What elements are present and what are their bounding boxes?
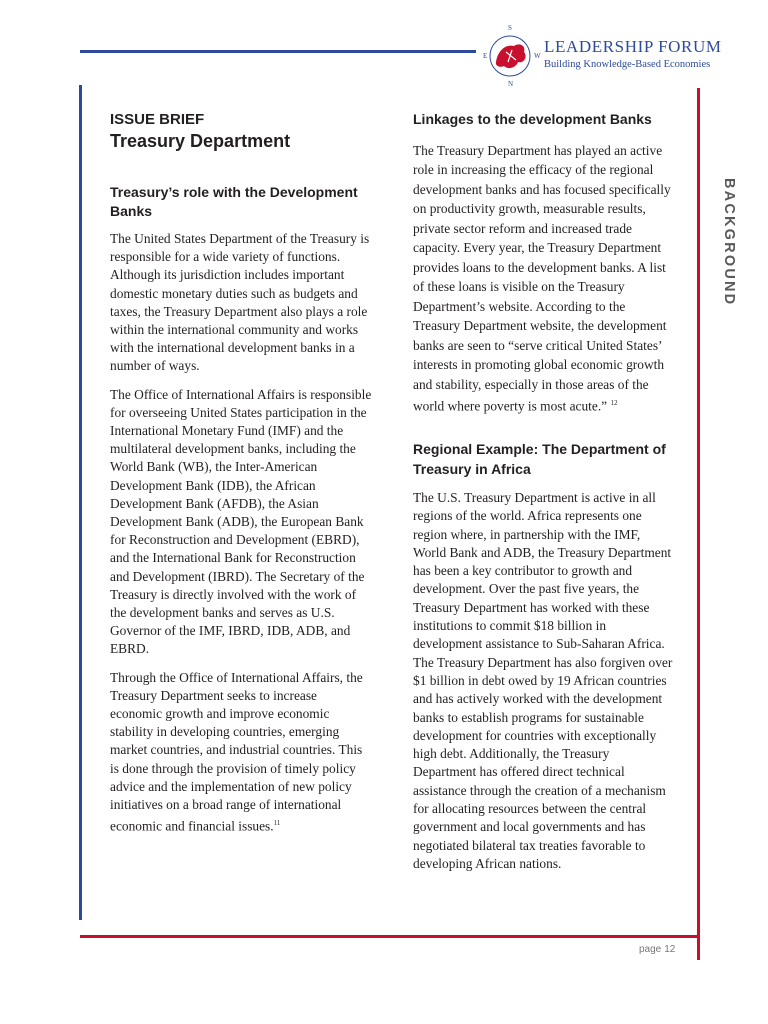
section-heading-treasury-role: Treasury’s role with the Development Banks [110,184,358,219]
compass-letter-w: W [534,52,541,60]
paragraph-treasury-functions: The United States Department of the Treasury is responsible for a wide variety of functions. Although its jurisdiction includes important domestic monetary duties such as budgets and taxes, the Treasury Department also plays a role within the international community and works with the international development banks in a number of ways. [110,231,370,374]
section-side-label: BACKGROUND [721,178,737,307]
paragraph-linkages [413,141,675,416]
paragraph-economic-growth-text: Through the Office of International Affairs, the Treasury Department seeks to increase economic growth and improve economic stability in developing countries, emerging market countries, and industrial countries. This is done through the provision of timely policy advice and the implementation of new policy initiatives on a broad range of international economic and financial issues. [110,669,363,834]
left-margin-rule [79,85,82,920]
section-heading-linkages: Linkages to the development Banks [413,111,652,127]
left-column [110,110,372,836]
compass-letter-e: E [483,52,488,60]
paragraph-linkages-text: The Treasury Department has played an active role in increasing the efficacy of the regional development banks and has focused specifically on productivity growth, measurable results, private sector reform and increased trade capacity. Every year, the Treasury Department provides loans to the development banks. A list of these loans is visible on the Treasury Department’s website. According to the Treasury Department website, the development banks are seen to “serve critical United States’ interests in promoting global economic growth and stability, especially in those areas of the world where poverty is most acute.” [413,142,671,414]
right-margin-rule [697,88,700,960]
footnote-ref-11: 11 [273,819,281,828]
paragraph-africa: The U.S. Treasury Department is active in all regions of the world. Africa represents one region where, in partnership with the IMF, World Bank and ADB, the Treasury Department has been a key contributor to growth and development. Over the past five years, the Treasury Department has worked with these institutions to commit $18 billion in development assistance to Sub-Saharan Africa. The Treasury Department has also forgiven over $1 billion in debt owed by 19 African countries and has actively worked with the development banks to establish programs for sustainable development for countries with exceptionally high debt. Additionally, the Treasury Department has offered direct technical assistance through the creation of a mechanism for allocating resources between the central government and local governments and has negotiated bilateral tax treaties favorable to developing African nations. [413,489,673,871]
page-number [639,944,675,955]
paragraph-office-international-affairs: The Office of International Affairs is responsible for overseeing United States participation in the International Monetary Fund (IMF) and the multilateral development banks, including the World Bank (WB), the Inter-American Development Bank (IDB), the African Development Bank (AFDB), the Asian Development Bank (ADB), the European Bank for Reconstruction and Development (EBRD), and the International Bank for Reconstruction and Development (IBRD). The Secretary of the Treasury is directly involved with the work of the development banks and serves as U.S. Governor of the IMF, IBRD, IDB, ADB, and EBRD. [110,386,372,657]
footer-rule [80,935,700,938]
page-number-value: 12 [664,944,676,955]
page-title: Treasury Department [110,131,291,151]
logo-title: LEADERSHIP FORUM [544,37,722,56]
section-heading-regional-example: Regional Example: The Department of Treasury in Africa [413,440,666,477]
compass-logo-icon [478,20,542,90]
header-rule [80,50,476,53]
right-column [413,110,675,873]
paragraph-economic-growth [110,669,372,836]
issue-brief-label: ISSUE BRIEF [110,111,205,128]
compass-letter-s: S [508,24,512,32]
logo-subtitle: Building Knowledge-Based Economies [544,59,711,70]
compass-letter-n: N [508,80,514,88]
footnote-ref-12: 12 [610,399,618,407]
page-label: page [639,944,662,955]
